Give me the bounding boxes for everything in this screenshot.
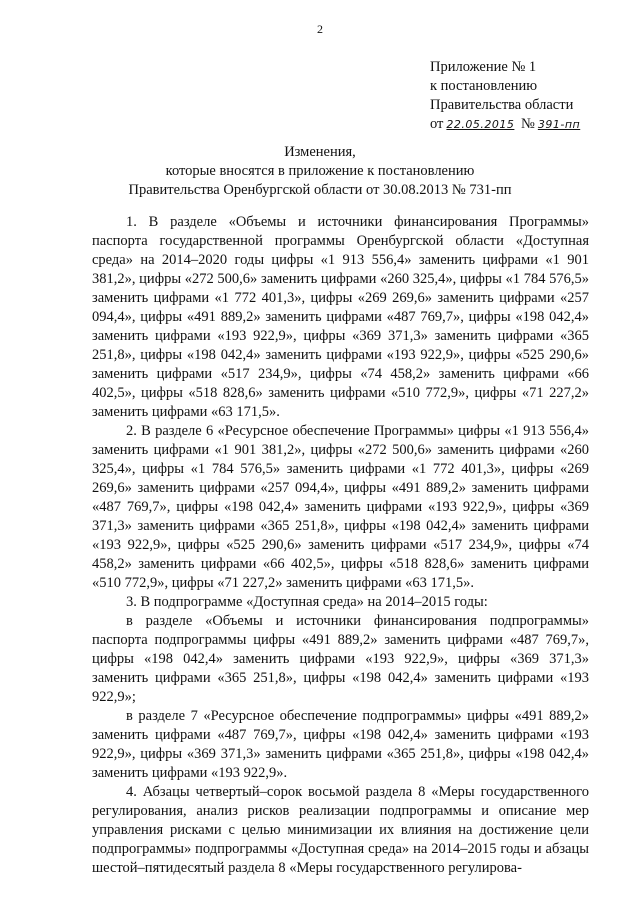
paragraph-1: 1. В разделе «Объемы и источники финансирования Программы» паспорта государственной программы Оренбургской области «Доступная среда» на 2014–2020 годы цифры «1 913 556,4» заменить цифрами «1 901 381,2», цифры «272 500,6» заменить цифрами «260 325,4», цифры «1 784 576,5» заменить цифрами «1 772 401,3», цифры «269 269,6» заменить цифрами «257 094,4», цифры «491 889,2» заменить цифрами «487 769,7», цифры «198 042,4» заменить цифрами «193 922,9», цифры «369 371,3» заменить цифрами «365 251,8», цифры «198 042,4» заменить цифрами «193 922,9», цифры «525 290,6» заменить цифрами «517 234,9», цифры «74 458,2» заменить цифрами «66 402,5», цифры «518 828,6» заменить цифрами «510 772,9», цифры «71 227,2» заменить цифрами «63 171,5». — [92, 214, 589, 420]
appendix-line-resolution: к постановлению — [430, 78, 538, 94]
document-heading — [0, 143, 640, 200]
heading-reference: Правительства Оренбургской области от 30.08.2013 № 731-пп — [128, 182, 512, 198]
appendix-line-date-number — [430, 115, 630, 134]
paragraph-3-section-7: в разделе 7 «Ресурсное обеспечение подпрограммы» цифры «491 889,2» заменить цифрами «487 769,7», цифры «198 042,4» заменить цифрами «193 922,9», цифры «369 371,3» заменить цифрами «365 251,8», цифры «198 042,4» заменить цифрами «193 922,9». — [92, 708, 589, 781]
paragraph-2: 2. В разделе 6 «Ресурсное обеспечение Программы» цифры «1 913 556,4» заменить цифрами «1 901 381,2», цифры «272 500,6» заменить цифрами «260 325,4», цифры «1 784 576,5» заменить цифрами «1 772 401,3», цифры «269 269,6» заменить цифрами «257 094,4», цифры «491 889,2» заменить цифрами «487 769,7», цифры «198 042,4» заменить цифрами «193 922,9», цифры «369 371,3» заменить цифрами «365 251,8», цифры «198 042,4» заменить цифрами «193 922,9», цифры «525 290,6» заменить цифрами «517 234,9», цифры «74 458,2» заменить цифрами «66 402,5», цифры «518 828,6» заменить цифрами «510 772,9», цифры «71 227,2» заменить цифрами «63 171,5». — [92, 423, 589, 591]
appendix-block — [430, 58, 630, 134]
appendix-line-government: Правительства области — [430, 97, 574, 113]
date-prefix: от — [430, 116, 444, 132]
number-prefix: № — [521, 116, 535, 132]
page-number: 2 — [317, 22, 323, 36]
paragraph-4: 4. Абзацы четвертый–сорок восьмой раздела 8 «Меры государственного регулирования, анализ рисков реализации подпрограммы и описание мер управления рисками с целью минимизации их влияния на достижение цели подпрограммы» подпрограммы «Доступная среда» на 2014–2015 годы и абзацы шестой–пятидесятый раздела 8 «Меры государственного регулирова- — [92, 784, 589, 876]
heading-title: Изменения, — [284, 144, 356, 160]
handwritten-number: 391-пп — [537, 118, 581, 131]
document-body — [92, 213, 589, 878]
paragraph-3: 3. В подпрограмме «Доступная среда» на 2014–2015 годы: — [126, 594, 488, 610]
handwritten-date: 22.05.2015 — [446, 118, 515, 131]
heading-subtitle: которые вносятся в приложение к постановлению — [165, 163, 475, 179]
appendix-title: Приложение № 1 — [430, 59, 537, 75]
paragraph-3-passport: в разделе «Объемы и источники финансирования подпрограммы» паспорта подпрограммы цифры «491 889,2» заменить цифрами «487 769,7», цифры «198 042,4» заменить цифрами «193 922,9», цифры «369 371,3» заменить цифрами «365 251,8», цифры «198 042,4» заменить цифрами «193 922,9»; — [92, 613, 589, 705]
